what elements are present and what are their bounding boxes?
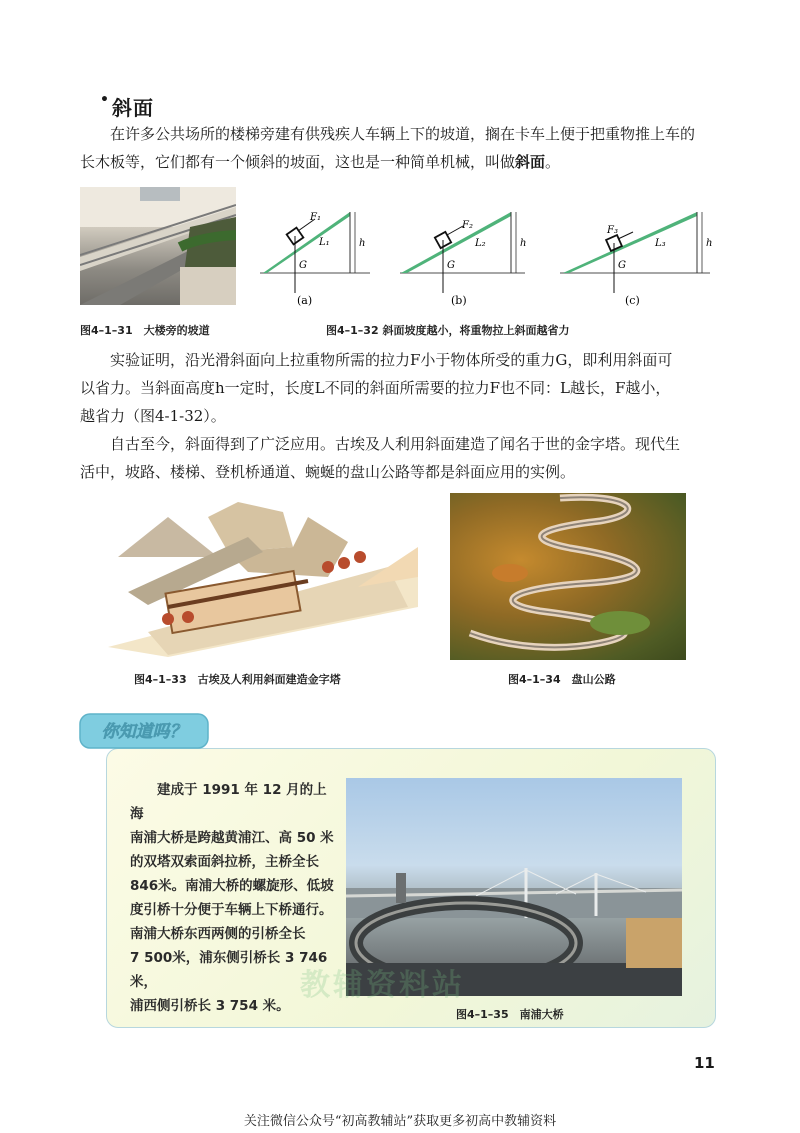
intro-line-1: 在许多公共场所的楼梯旁建有供残疾人车辆上下的坡道，搁在卡车上便于把重物推上车的	[110, 125, 696, 143]
fig35-caption: 图4–1–35 南浦大桥	[456, 1008, 564, 1021]
section-heading	[100, 92, 154, 121]
incline-diagrams	[255, 198, 725, 310]
intro-line-2: 长木板等，它们都有一个倾斜的坡面，这也是一种简单机械，叫做斜面。	[80, 153, 561, 171]
tip-line-8: 浦西侧引桥长 3 754 米。	[130, 998, 290, 1014]
panel-c-label: (c)	[625, 294, 640, 307]
panel-b-weight: G	[447, 260, 455, 271]
did-you-know-label: 你知道吗？	[101, 722, 187, 742]
tip-line-1: 建成于 1991 年 12 月的上海	[130, 782, 327, 822]
panel-a-weight: G	[299, 260, 307, 271]
panel-a-force: F₁	[310, 212, 321, 223]
panel-c-height: h	[706, 238, 713, 249]
exp-line-2: 以省力。当斜面高度h一定时，长度L不同的斜面所需要的拉力F也不同：L越长，F越小，	[80, 379, 671, 397]
fig31-caption: 图4–1–31 大楼旁的坡道	[80, 324, 210, 337]
mountain-road-photo	[450, 493, 686, 660]
pyramid-illustration	[108, 497, 418, 657]
section-marker: •	[100, 92, 110, 108]
panel-c-length: L₃	[655, 238, 666, 249]
fig33-caption: 图4–1–33 古埃及人利用斜面建造金字塔	[134, 673, 341, 686]
tip-line-7: 7 500米，浦东侧引桥长 3 746米，	[130, 950, 328, 990]
fig32-caption: 图4–1–32 斜面坡度越小，将重物拉上斜面越省力	[326, 324, 570, 337]
panel-a-length: L₁	[319, 237, 330, 248]
panel-b-height: h	[520, 238, 527, 249]
panel-b-label: (b)	[451, 294, 467, 307]
tip-line-2: 南浦大桥是跨越黄浦江、高 50 米	[130, 830, 334, 846]
watermark: 教辅资料站	[300, 968, 465, 1003]
footer-note: 关注微信公众号“初高教辅站”获取更多初高中教辅资料	[243, 1114, 557, 1129]
panel-c-force: F₃	[607, 225, 618, 236]
exp-line-1: 实验证明，沿光滑斜面向上拉重物所需的拉力F小于物体所受的重力G，即利用斜面可	[110, 351, 673, 369]
experiment-paragraph	[80, 346, 720, 430]
panel-a-label: (a)	[297, 294, 313, 307]
tip-line-3: 的双塔双索面斜拉桥，主桥全长	[130, 854, 319, 870]
did-you-know-tag	[78, 712, 210, 750]
history-paragraph	[80, 430, 720, 486]
tip-line-6: 南浦大桥东西两侧的引桥全长	[130, 926, 306, 942]
page-number: 11	[694, 1054, 715, 1072]
fig34-caption: 图4–1–34 盘山公路	[508, 673, 616, 686]
panel-c-weight: G	[618, 260, 626, 271]
section-title: 斜面	[111, 96, 154, 120]
term-inclined-plane: 斜面	[515, 153, 546, 171]
hist-line-2: 活中，坡路、楼梯、登机桥通道、蜿蜒的盘山公路等都是斜面应用的实例。	[80, 463, 576, 481]
tip-line-5: 度引桥十分便于车辆上下桥通行。	[130, 902, 333, 918]
panel-a-height: h	[359, 238, 366, 249]
hist-line-1: 自古至今，斜面得到了广泛应用。古埃及人利用斜面建造了闻名于世的金字塔。现代生	[110, 435, 681, 453]
exp-line-3: 越省力（图4-1-32）。	[80, 407, 226, 425]
intro-paragraph	[80, 120, 720, 176]
tip-line-4: 846米。南浦大桥的螺旋形、低坡	[130, 878, 334, 894]
panel-b-length: L₂	[475, 238, 486, 249]
panel-b-force: F₂	[462, 220, 473, 231]
ramp-photo	[80, 187, 236, 305]
